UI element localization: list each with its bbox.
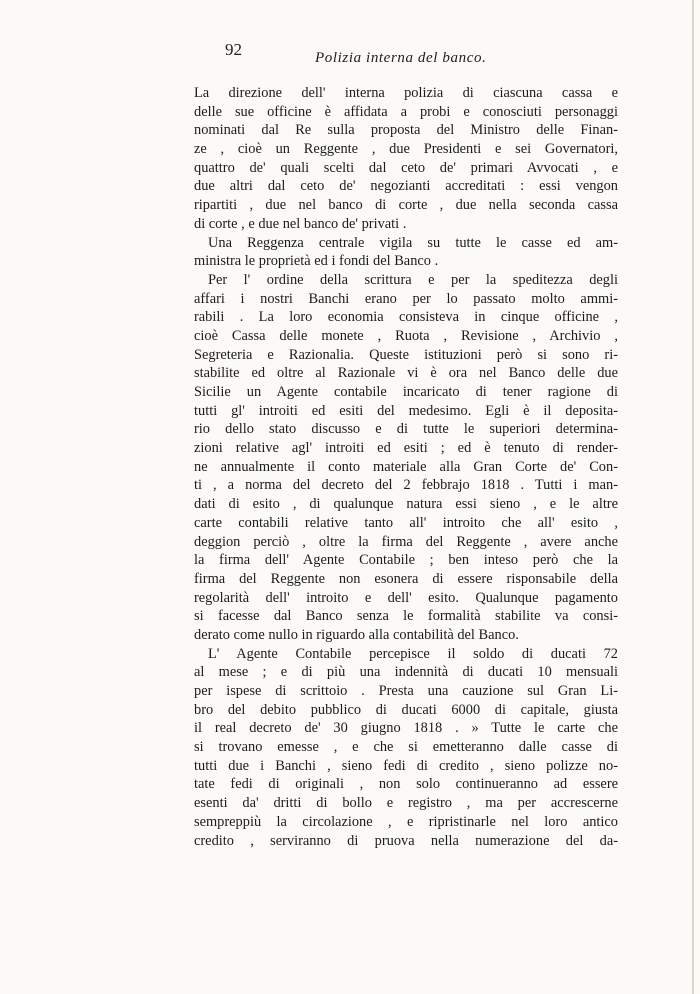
text-line: quattro de' quali scelti dal ceto de' primari Avvocati , e [194, 159, 618, 176]
text-line: firma del Reggente non esonera di essere risponsabile della [194, 570, 618, 587]
text-line: due altri dal ceto de' negoziantі accreditati : essi vengon [194, 178, 618, 195]
text-line: regolarità dell' introito e dell' esito. Qualunque pagamento [194, 589, 618, 606]
text-line: zioni relative agl' introiti ed esiti ; ed è tenuto di render- [194, 440, 618, 457]
text-line: deggion perciò , oltre la firma del Reggente , avere anche [194, 533, 618, 550]
page-number: 92 [225, 40, 242, 59]
text-line: tutti due i Banchi , sieno fedi di credito , sieno polizze no- [194, 757, 618, 774]
text-line: si trovano emesse , e che si emetteranno dalle casse di [194, 739, 618, 756]
text-line: Segreteria e Razionalia. Queste istituzioni però si sono ri- [194, 346, 618, 363]
text-line: ti , a norma del decreto del 2 febbrajo 1818 . Tutti i man- [194, 477, 618, 494]
text-line: tutti gl' introiti ed esiti del medesimo. Egli è il deposita- [194, 402, 618, 419]
text-line: stabilite ed oltre al Razionale vi è ora nel Banco delle due [194, 365, 618, 382]
text-line: La direzione dell' interna polizia di ciascuna cassa e [194, 85, 618, 101]
text-line: ripartiti , due nel banco di corte , due nella seconda cassa [194, 197, 618, 214]
text-line: tate fedi di originali , non solo continueranno ad essere [194, 776, 618, 793]
page-edge-shadow [692, 0, 694, 994]
page-header [225, 36, 525, 66]
text-line: il real decreto de' 30 giugno 1818 . » Tutte le carte che [194, 720, 618, 737]
text-line: ne annualmente il conto materiale alla Gran Corte de' Con- [194, 458, 618, 475]
text-line: affari i nostri Banchi erano per lo passato molto ammi- [194, 290, 618, 307]
text-line: si facesse dal Banco senza le formalità stabilite va consi- [194, 608, 618, 625]
text-line: dati di esito , di qualunque natura essi sieno , e le altre [194, 496, 618, 513]
running-title: Polizia interna del banco. [315, 50, 487, 66]
text-line: Per l' ordine della scrittura e per la speditezza degli [208, 271, 618, 288]
text-line: per ispese di scrittoio . Presta una cauzione sul Gran Li- [194, 683, 618, 699]
text-line: credito , serviranno di pruova nella numerazione del da- [194, 832, 618, 849]
text-line: rabili . La loro economia consisteva in cinque officine , [194, 309, 618, 326]
text-line: esenti da' dritti di bollo e registro , ma per accrescerne [194, 795, 618, 812]
text-line: nominati dal Re sulla proposta del Ministro delle Finan- [194, 122, 618, 139]
text-line: cioè Cassa delle monete , Ruota , Revisione , Archivio , [194, 327, 618, 344]
text-line: delle sue officine è affidata a probi e conosciuti personaggi [194, 103, 618, 120]
body-text [194, 84, 618, 850]
text-line: Sicilie un Agente contabile incaricato di tener ragione di [194, 384, 618, 400]
text-line: derato come nullo in riguardo alla contabilità del Banco. [194, 626, 519, 643]
text-line: al mese ; e di più una indennità di ducati 10 mensuali [194, 664, 618, 681]
text-line: carte contabili relative tanto all' introito che all' esito , [194, 514, 618, 531]
text-line: bro del debito pubblico di ducati 6000 di capitale, giusta [194, 701, 618, 718]
text-line: la firma dell' Agente Contabile ; ben inteso però che la [194, 552, 618, 569]
text-line: sempreppiù la circolazione , e ripristinarle nel loro antico [194, 813, 618, 830]
text-line: rio dello stato discusso e di tutte le superiori determina- [194, 421, 618, 438]
text-line: L' Agente Contabile percepisce il soldo di ducati 72 [208, 645, 618, 662]
text-line: ministra le proprietà ed i fondi del Banco . [194, 253, 439, 270]
text-line: Una Reggenza centrale vigila su tutte le casse ed am- [208, 234, 618, 251]
text-line: ze , cioè un Reggente , due Presidenti e sei Governatori, [194, 141, 618, 158]
text-line: di corte , e due nel banco de' privati . [194, 215, 407, 232]
